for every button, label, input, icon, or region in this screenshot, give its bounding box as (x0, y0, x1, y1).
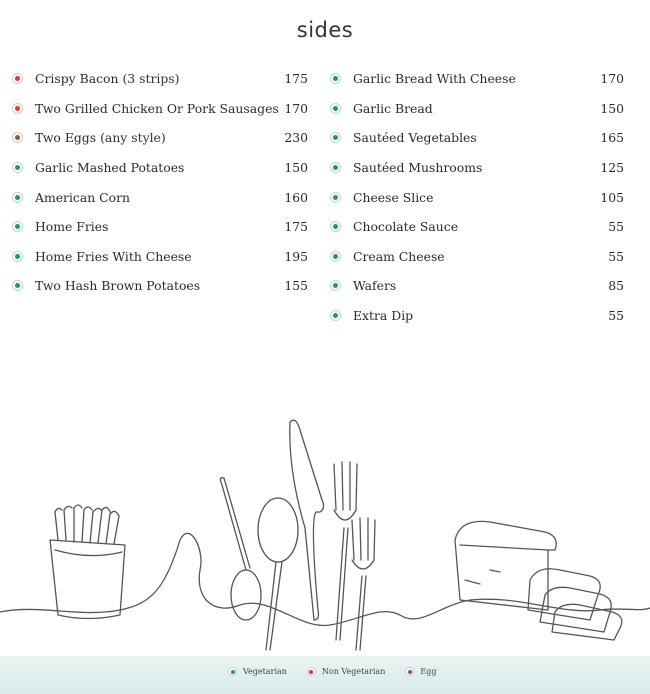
menu-item-price: 85 (608, 278, 624, 294)
legend-veg (228, 667, 287, 676)
menu-item-price: 170 (600, 71, 624, 87)
menu-item-price: 165 (600, 130, 624, 146)
veg-icon (12, 251, 23, 262)
menu-item-name: Two Grilled Chicken Or Pork Sausages (35, 100, 279, 116)
menu-item (12, 182, 308, 212)
menu-item-note: (any style) (100, 130, 166, 146)
menu-item-price: 150 (600, 100, 624, 116)
veg-icon (330, 251, 341, 262)
veg-icon (330, 132, 341, 143)
menu-item-price: 230 (284, 130, 308, 146)
menu-item (12, 271, 308, 301)
menu-column-left (12, 64, 308, 301)
menu-item-name: Home Fries With Cheese (35, 248, 192, 264)
menu-item-price: 160 (284, 189, 308, 205)
menu-item-name: Extra Dip (353, 308, 414, 324)
menu-item-name: Cheese Slice (353, 189, 434, 205)
menu-item-price: 55 (608, 219, 624, 235)
menu-item-name: Sautéed Mushrooms (353, 160, 483, 176)
legend-nonveg (307, 667, 385, 676)
menu-item-price: 55 (608, 308, 624, 324)
menu-item-price: 125 (600, 160, 624, 176)
menu-item (330, 301, 624, 331)
menu-column-right (330, 64, 624, 330)
menu-item (330, 182, 624, 212)
veg-icon (330, 162, 341, 173)
veg-icon (12, 280, 23, 291)
menu-item (12, 94, 308, 124)
menu-item (330, 242, 624, 272)
veg-icon (330, 221, 341, 232)
menu-item (330, 153, 624, 183)
menu-item (12, 153, 308, 183)
menu-item (330, 64, 624, 94)
menu-item-price: 55 (608, 248, 624, 264)
veg-icon (330, 310, 341, 321)
menu-item-price: 195 (284, 248, 308, 264)
menu-item-name: American Corn (35, 189, 131, 205)
menu-item-name: Garlic Bread With Cheese (353, 71, 516, 87)
legend-nonveg-label: Non Vegetarian (321, 667, 386, 676)
veg-icon (12, 221, 23, 232)
veg-icon (330, 192, 341, 203)
menu-item-name: Crispy Bacon (35, 71, 119, 87)
menu-item (12, 212, 308, 242)
veg-icon (12, 192, 23, 203)
menu-item-price: 175 (284, 71, 308, 87)
menu-item-name: Chocolate Sauce (353, 219, 459, 235)
menu-item (12, 64, 308, 94)
menu-item-price: 150 (284, 160, 308, 176)
menu-item-name: Sautéed Vegetables (353, 130, 477, 146)
cutlery-illustration (0, 400, 650, 660)
menu-item (330, 271, 624, 301)
veg-icon (330, 73, 341, 84)
veg-icon (330, 280, 341, 291)
menu-item-name: Two Eggs (35, 130, 97, 146)
nonveg-icon (12, 103, 23, 114)
menu-item (12, 242, 308, 272)
menu-item-name: Cream Cheese (353, 248, 445, 264)
menu-item (330, 94, 624, 124)
menu-item-price: 105 (600, 189, 624, 205)
veg-icon (330, 103, 341, 114)
nonveg-icon (307, 667, 316, 676)
legend-veg-label: Vegetarian (243, 667, 287, 676)
page-title: sides (296, 18, 354, 42)
egg-icon (12, 132, 23, 143)
legend-egg (405, 667, 436, 676)
veg-icon (228, 667, 237, 676)
veg-icon (12, 162, 23, 173)
nonveg-icon (12, 73, 23, 84)
menu-item (330, 123, 624, 153)
legend-egg-label: Egg (420, 667, 437, 676)
menu-item-price: 155 (284, 278, 308, 294)
menu-item (330, 212, 624, 242)
menu-item (12, 123, 308, 153)
egg-icon (405, 667, 414, 676)
menu-item-name: Home Fries (35, 219, 109, 235)
menu-item-name: Wafers (353, 278, 397, 294)
menu-item-name: Garlic Mashed Potatoes (35, 160, 185, 176)
menu-item-price: 175 (284, 219, 308, 235)
menu-item-name: Garlic Bread (353, 100, 433, 116)
menu-item-name: Two Hash Brown Potatoes (35, 278, 201, 294)
legend (228, 667, 456, 676)
menu-item-price: 170 (284, 100, 308, 116)
menu-item-note: (3 strips) (122, 71, 180, 87)
